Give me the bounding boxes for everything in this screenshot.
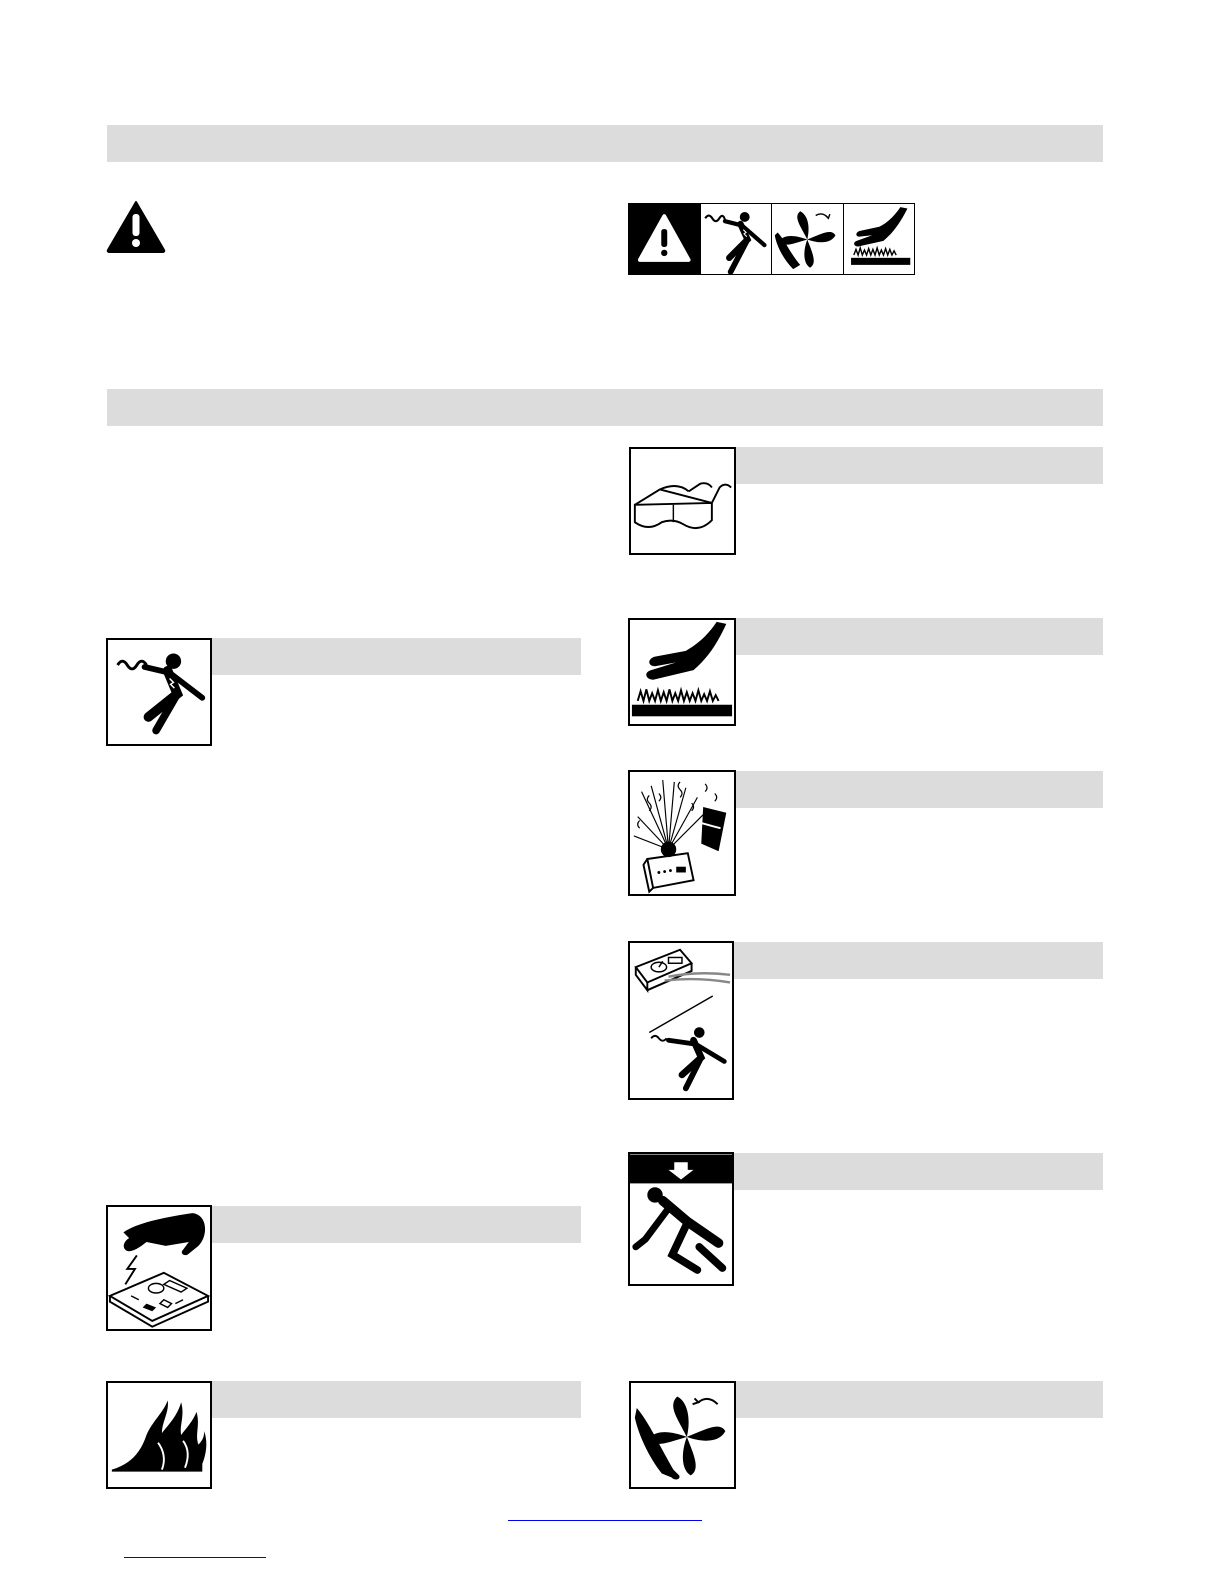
warning-triangle-icon	[629, 204, 701, 275]
hazard-header-bar-falling	[734, 1153, 1103, 1190]
exploding-parts-icon	[628, 770, 736, 896]
safety-glasses-icon	[629, 447, 736, 555]
hot-surface-icon	[628, 618, 736, 726]
falling-equipment-icon	[628, 1152, 734, 1286]
footer-link-underline-1[interactable]	[508, 1520, 702, 1521]
hot-surface-icon	[844, 204, 915, 275]
hazard-header-bar-static	[211, 1206, 581, 1243]
section-header-bar-1	[107, 125, 1103, 162]
test-meter-shock-icon	[628, 941, 734, 1100]
electric-shock-icon	[106, 638, 212, 746]
hazard-header-bar-meter	[734, 942, 1103, 979]
warning-triangle-icon	[106, 200, 166, 254]
static-electricity-board-icon	[106, 1205, 212, 1331]
hazard-header-bar-electric-shock	[211, 638, 581, 675]
hazard-header-bar-hot-surface	[734, 618, 1103, 655]
hazard-header-bar-fire	[211, 1381, 581, 1418]
moving-fan-icon	[772, 204, 844, 275]
footer-link-underline-2[interactable]	[124, 1557, 266, 1558]
hazard-header-bar-exploding	[734, 771, 1103, 808]
hazard-symbol-strip	[628, 203, 915, 275]
moving-fan-icon	[629, 1381, 736, 1489]
hazard-header-bar-glasses	[734, 447, 1103, 484]
fire-icon	[106, 1381, 212, 1489]
hazard-header-bar-fan	[734, 1381, 1103, 1418]
electric-shock-icon	[701, 204, 773, 275]
section-header-bar-2	[107, 389, 1103, 426]
